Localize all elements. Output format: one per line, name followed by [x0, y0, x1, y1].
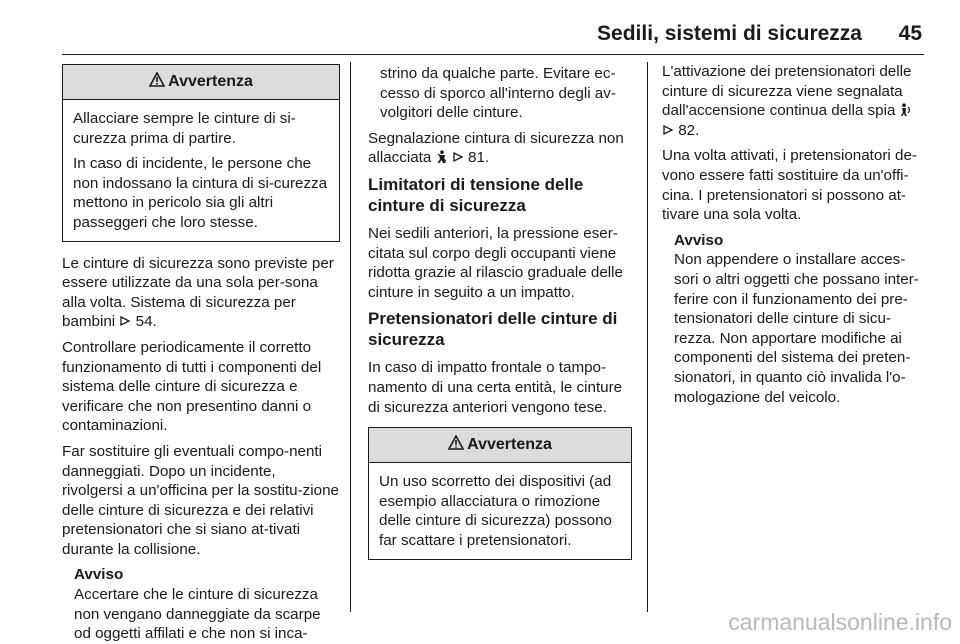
- column-divider-1: [350, 62, 351, 612]
- warning-triangle-icon: [149, 72, 165, 87]
- warning-text: Allacciare sempre le cinture di si-curezza prima di partire.: [73, 110, 296, 147]
- note-box: [662, 231, 928, 407]
- note-title: Avviso: [674, 231, 724, 249]
- column-divider-2: [647, 62, 648, 612]
- page-reference-icon: [452, 151, 464, 163]
- paragraph: Segnalazione cintura di sicurezza non allacciata 81.: [368, 129, 624, 167]
- seatbelt-reminder-icon: [436, 150, 448, 164]
- warning-title: Avvertenza: [168, 73, 253, 90]
- warning-triangle-icon: [448, 435, 464, 450]
- header-divider: [62, 54, 924, 55]
- paragraph: Le cinture di sicurezza sono previste per essere utilizzate da una sola per-sona alla volta. Sistema di sicurezza per bambini 54.: [62, 254, 334, 331]
- note-text: Accertare che le cinture di sicurezza non vengano danneggiate da scarpe od oggetti affilati e che non si inca-: [74, 586, 321, 643]
- paragraph: Una volta attivati, i pretensionatori de-vono essere fatti sostituire da un'offi-cina. I pretensionatori si possono at-tivare una sola volta.: [662, 147, 917, 224]
- column-1: [62, 62, 340, 644]
- airbag-warning-icon: [900, 103, 912, 117]
- note-box: [62, 565, 340, 643]
- column-2: [368, 62, 632, 572]
- page-number: 45: [898, 22, 922, 45]
- page-reference-icon: [662, 124, 674, 136]
- warning-body: [369, 463, 631, 558]
- section-heading: Pretensionatori delle cinture di sicurezza: [368, 309, 618, 350]
- paragraph: Far sostituire gli eventuali compo-nenti danneggiati. Dopo un incidente, rivolgersi a un'officina per la sostitu-zione delle cinture di sicurezza e dei relativi pretensionatori che si siano at-tivati durante la collisione.: [62, 442, 339, 558]
- column-3: [662, 62, 928, 407]
- paragraph: In caso di impatto frontale o tampo-namento di una certa entità, le cinture di sicurezza anteriori vengono tese.: [368, 359, 623, 416]
- warning-text: In caso di incidente, le persone che non indossano la cintura di si-curezza mettono in pericolo sia gli altri passeggeri che loro stesse.: [73, 155, 328, 231]
- page-reference-icon: [119, 315, 131, 327]
- note-continued: strino da qualche parte. Evitare ec-cesso di sporco all'interno degli av-volgitori delle cinture.: [380, 65, 616, 122]
- warning-text: Un uso scorretto dei dispositivi (ad esempio allacciatura o rimozione delle cinture di sicurezza) possono far scattare i pretensionatori.: [379, 473, 612, 549]
- warning-body: [63, 100, 339, 241]
- paragraph: L'attivazione dei pretensionatori delle cinture di sicurezza viene segnalata dall'accensione continua della spia 82.: [662, 63, 912, 139]
- page-reference: 82.: [678, 121, 700, 139]
- watermark: carmanualsonline.info: [728, 609, 952, 635]
- page-reference: 81.: [468, 149, 490, 167]
- paragraph: Nei sedili anteriori, la pressione eser-citata sul corpo degli occupanti viene ridotta grazie al rilascio graduale delle cinture in seguito a un impatto.: [368, 224, 623, 301]
- section-title: Sedili, sistemi di sicurezza: [597, 22, 862, 45]
- note-title: Avviso: [74, 566, 124, 584]
- warning-header: [63, 65, 339, 100]
- section-heading: Limitatori di tensione delle cinture di sicurezza: [368, 174, 584, 215]
- paragraph: Controllare periodicamente il corretto funzionamento di tutti i componenti del sistema delle cinture di sicurezza e verificare che non presentino danni o contaminazioni.: [62, 338, 322, 435]
- warning-box: [368, 427, 632, 559]
- note-text: Non appendere o installare acces-sori o altri oggetti che possano inter-ferire con il funzionamento dei pre-tensionatori delle cinture di sicu-rezza. Non apportare modifiche ai componenti del sistema dei preten-sionatori, in quanto ciò invalida l'o-mologazione del veicolo.: [674, 251, 919, 406]
- page-reference: 54.: [135, 313, 157, 331]
- warning-header: [369, 428, 631, 463]
- warning-title: Avvertenza: [467, 436, 552, 454]
- warning-box: [62, 64, 340, 242]
